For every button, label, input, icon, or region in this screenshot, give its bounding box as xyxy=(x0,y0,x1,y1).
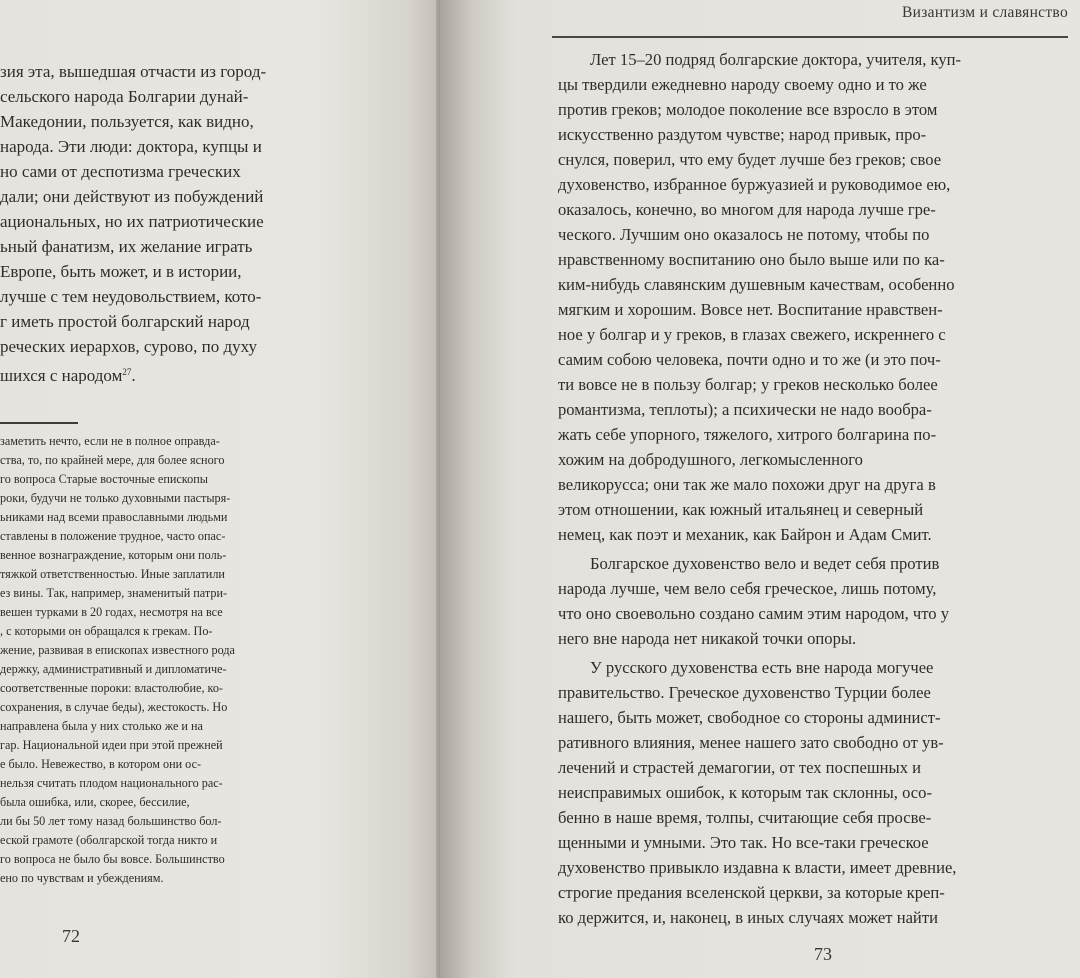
text-line: неисправимых ошибок, к которым так склонны, осо- xyxy=(558,783,932,802)
left-line-4: народа. Эти люди: доктора, купцы и xyxy=(0,137,262,156)
footnote-line: ено по чувствам и убеждениям. xyxy=(0,871,164,885)
text-line: жать себе упорного, тяжелого, хитрого болгарина по- xyxy=(558,425,937,444)
text-line: народа лучше, чем вело себя греческое, лишь потому, xyxy=(558,579,937,598)
footnote-line: ез вины. Так, например, знаменитый патри- xyxy=(0,586,228,600)
text-line: строгие предания вселенской церкви, за которые креп- xyxy=(558,883,945,902)
left-line-5: но сами от деспотизма греческих xyxy=(0,162,241,181)
footnote-line: нельзя считать плодом национального рас- xyxy=(0,776,223,790)
text-line: ративного влияния, менее нашего зато свободно от ув- xyxy=(558,733,944,752)
footnote-line: еской грамоте (оболгарской тогда никто и xyxy=(0,833,218,847)
left-line-8: ьный фанатизм, их желание играть xyxy=(0,237,253,256)
paragraph-start: У русского духовенства есть вне народа могучее xyxy=(590,658,934,677)
text-line: нравственному воспитанию оно было выше или по ка- xyxy=(558,250,945,269)
text-line: лечений и страстей демагогии, от тех поспешных и xyxy=(558,758,922,777)
left-line-2: сельского народа Болгарии дунай- xyxy=(0,87,249,106)
right-page-number: 73 xyxy=(814,944,832,964)
left-line-12: реческих иерархов, сурово, по духу xyxy=(0,337,257,356)
text-line: щенными и умными. Это так. Но все-таки греческое xyxy=(558,833,929,852)
left-line-9: Европе, быть может, и в истории, xyxy=(0,262,242,281)
text-line: бенно в наше время, толпы, считающие себя просве- xyxy=(558,808,932,827)
text-line: ческого. Лучшим оно оказалось не потому, чтобы по xyxy=(558,225,930,244)
text-line: ти вовсе не в пользу болгар; у греков несколько более xyxy=(558,375,938,394)
text-line: него вне народа нет никакой точки опоры. xyxy=(558,629,857,648)
footnote-line: вешен турками в 20 годах, несмотря на все xyxy=(0,605,223,619)
footnote-line: , с которыми он обращался к грекам. По- xyxy=(0,624,213,638)
footnote-line: соответственные пороки: властолюбие, ко- xyxy=(0,681,223,695)
text-line: немец, как поэт и механик, как Байрон и Адам Смит. xyxy=(558,525,932,544)
footnote-line: венное вознаграждение, которым они поль- xyxy=(0,548,227,562)
left-line-6: дали; они действуют из побуждений xyxy=(0,187,264,206)
footnote-line: направлена была у них столько же и на xyxy=(0,719,203,733)
text-line: ное у болгар и у греков, в глазах свежего, искреннего с xyxy=(558,325,946,344)
running-head-rule xyxy=(552,36,1068,38)
text-line: великорусса; они так же мало похожи друг на друга в xyxy=(558,475,936,494)
text-line: духовенство, избранное буржуазией и руководимое ею, xyxy=(558,175,951,194)
footnote-line: жение, развивая в епископах известного рода xyxy=(0,643,235,657)
footnote-line: го вопроса Старые восточные епископы xyxy=(0,472,208,486)
footnote-line: ли бы 50 лет тому назад большинство бол- xyxy=(0,814,222,828)
right-page xyxy=(440,0,1080,978)
left-line-3: Македонии, пользуется, как видно, xyxy=(0,112,254,131)
footnote-line: гар. Национальной идеи при этой прежней xyxy=(0,738,223,752)
footnote-line: сохранения, в случае беды), жестокость. Но xyxy=(0,700,228,714)
footnote-line: го вопроса не было бы вовсе. Большинство xyxy=(0,852,225,866)
text-line: против греков; молодое поколение все взросло в этом xyxy=(558,100,938,119)
text-line: романтизма, теплоты); а психически не надо вообра- xyxy=(558,400,932,419)
left-line-1: зия эта, вышедшая отчасти из город- xyxy=(0,62,267,81)
text-line: мягким и хорошим. Вовсе нет. Воспитание нравствен- xyxy=(558,300,943,319)
footnote-line: роки, будучи не только духовными пастыря- xyxy=(0,491,231,505)
left-line-10: лучше с тем неудовольствием, кото- xyxy=(0,287,262,306)
text-line: цы твердили ежедневно народу своему одно и то же xyxy=(558,75,927,94)
footnote-rule xyxy=(0,422,78,424)
footnote-line: ьниками над всеми православными людьми xyxy=(0,510,228,524)
left-line-11: г иметь простой болгарский народ xyxy=(0,312,250,331)
left-page-number: 72 xyxy=(62,926,80,946)
text-line: хожим на добродушного, легкомысленного xyxy=(558,450,863,469)
paragraph-start: Болгарское духовенство вело и ведет себя против xyxy=(590,554,940,573)
text-line: ко держится, и, наконец, в иных случаях может найти xyxy=(558,908,938,927)
text-line: что оно своевольно создано самим этим народом, что у xyxy=(558,604,949,623)
footnote-line: ства, то, по крайней мере, для более ясного xyxy=(0,453,225,467)
text-line: ким-нибудь славянским душевным качествам, особенно xyxy=(558,275,955,294)
text-line: нашего, быть может, свободное со стороны админист- xyxy=(558,708,941,727)
left-line-13 xyxy=(0,360,136,384)
footnote-line: была ошибка, или, скорее, бессилие, xyxy=(0,795,190,809)
footnote-line: тяжкой ответственностью. Иные заплатили xyxy=(0,567,225,581)
left-page xyxy=(0,0,452,978)
footnote-ref-27: 27 xyxy=(122,367,132,377)
footnote-line: заметить нечто, если не в полное оправда- xyxy=(0,434,220,448)
paragraph-start: Лет 15–20 подряд болгарские доктора, учителя, куп- xyxy=(590,50,962,69)
text-line: снулся, поверил, что ему будет лучше без греков; свое xyxy=(558,150,942,169)
footnote-line: ставлены в положение трудное, часто опас- xyxy=(0,529,226,543)
left-line-13-text: шихся с народом xyxy=(0,366,123,384)
footnote-line: держку, административный и дипломатиче- xyxy=(0,662,227,676)
text-line: оказалось, конечно, во многом для народа лучше гре- xyxy=(558,200,936,219)
footnote-line: е было. Невежество, в котором они ос- xyxy=(0,757,202,771)
text-line: самим собою человека, почти одно и то же (и это поч- xyxy=(558,350,941,369)
text-line: этом отношении, как южный итальянец и северный xyxy=(558,500,924,519)
left-line-13-end: . xyxy=(131,366,136,384)
running-head: Византизм и славянство xyxy=(901,4,1068,21)
text-line: правительство. Греческое духовенство Турции более xyxy=(558,683,931,702)
left-line-7: ациональных, но их патриотические xyxy=(0,212,264,231)
text-line: искусственно раздутом чувстве; народ привык, про- xyxy=(558,125,927,144)
text-line: духовенство привыкло издавна к власти, имеет древние, xyxy=(558,858,957,877)
